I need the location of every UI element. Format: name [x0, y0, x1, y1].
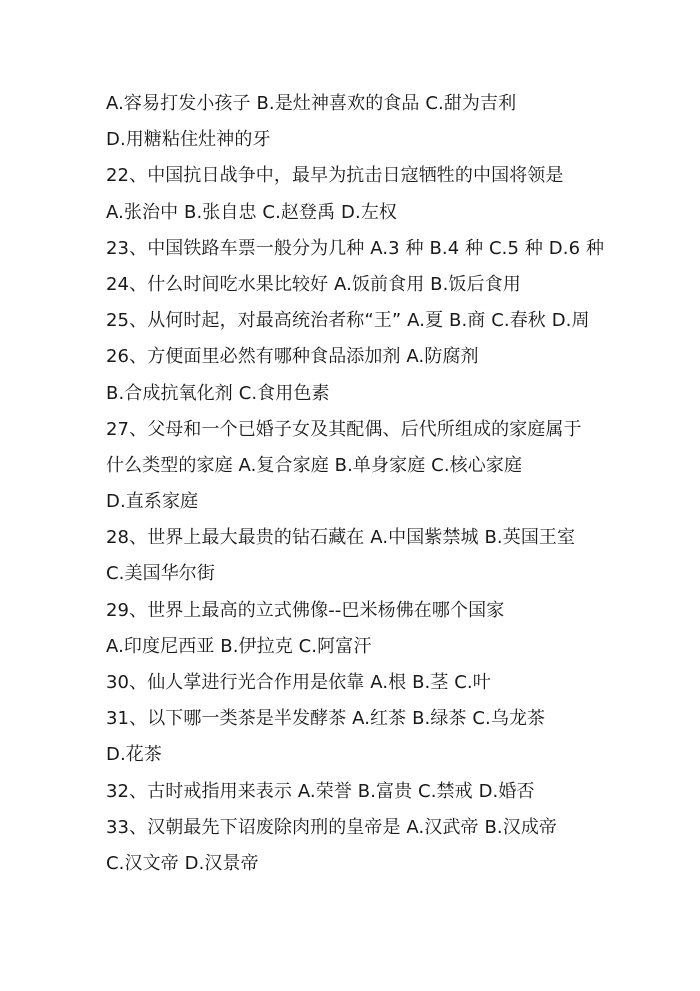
text-line: C.汉文帝 D.汉景帝 [106, 852, 259, 874]
question-26: 26、方便面里必然有哪种食品添加剂 A.防腐剂 [106, 346, 479, 368]
quiz-text [106, 86, 626, 882]
text-line: A.容易打发小孩子 B.是灶神喜欢的食品 C.甜为吉利 [106, 93, 517, 114]
text-line: C.美国华尔街 [106, 563, 215, 585]
question-25: 25、从何时起，对最高统治者称“王” A.夏 B.商 C.春秋 D.周 [106, 310, 590, 332]
question-22: 22、中国抗日战争中，最早为抗击日寇牺牲的中国将领是 [106, 165, 564, 187]
text-line: D.直系家庭 [106, 491, 199, 513]
question-31: 31、以下哪一类茶是半发酵茶 A.红茶 B.绿茶 C.乌龙茶 [106, 708, 546, 730]
question-24: 24、什么时间吃水果比较好 A.饭前食用 B.饭后食用 [106, 273, 521, 295]
text-line: A.印度尼西亚 B.伊拉克 C.阿富汗 [106, 635, 372, 657]
question-27: 27、父母和一个已婚子女及其配偶、后代所组成的家庭属于 [106, 418, 582, 440]
question-30: 30、仙人掌进行光合作用是依靠 A.根 B.茎 C.叶 [106, 672, 491, 693]
question-28: 28、世界上最大最贵的钻石藏在 A.中国紫禁城 B.英国王室 [106, 527, 576, 549]
text-line: B.合成抗氧化剂 C.食用色素 [106, 382, 330, 404]
text-line: A.张治中 B.张自忠 C.赵登禹 D.左权 [106, 201, 398, 223]
question-23: 23、中国铁路车票一般分为几种 A.3 种 B.4 种 C.5 种 D.6 种 [106, 237, 605, 259]
text-line: D.用糖粘住灶神的牙 [106, 129, 271, 151]
text-line: 什么类型的家庭 A.复合家庭 B.单身家庭 C.核心家庭 [106, 454, 523, 476]
text-line: D.花茶 [106, 744, 162, 766]
question-32: 32、古时戒指用来表示 A.荣誉 B.富贵 C.禁戒 D.婚否 [106, 780, 535, 802]
question-33: 33、汉朝最先下诏废除肉刑的皇帝是 A.汉武帝 B.汉成帝 [106, 816, 558, 838]
question-29: 29、世界上最高的立式佛像--巴米杨佛在哪个国家 [106, 599, 505, 621]
